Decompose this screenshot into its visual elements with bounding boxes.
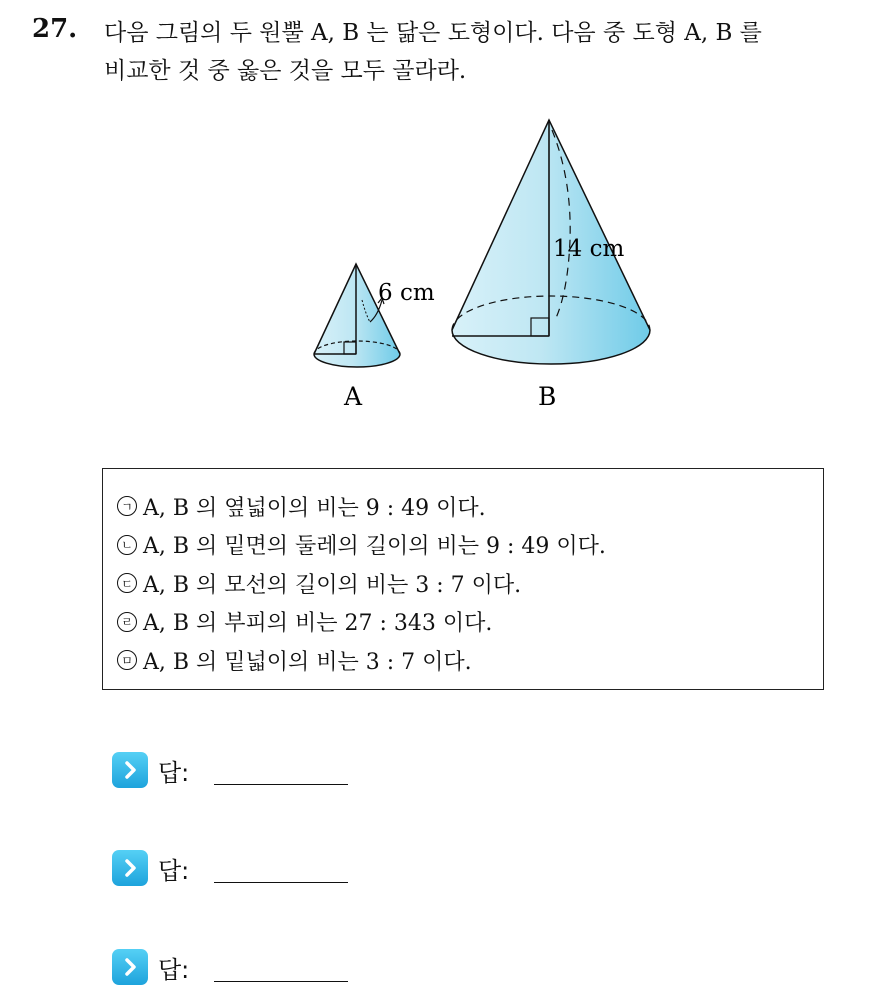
chevron-right-icon bbox=[112, 949, 148, 985]
cone-a-label: A bbox=[344, 382, 363, 411]
question-number: 27. bbox=[32, 14, 78, 44]
question-text-line-2: 비교한 것 중 옳은 것을 모두 골라라. bbox=[104, 58, 467, 84]
cones-diagram bbox=[300, 110, 680, 420]
answer-label: 답: bbox=[158, 955, 190, 984]
option-marker: ㄱ bbox=[117, 496, 137, 516]
answer-label: 답: bbox=[158, 758, 190, 787]
answer-blank-2[interactable] bbox=[214, 882, 348, 883]
option-text: A, B 의 옆넓이의 비는 9 : 49 이다. bbox=[143, 495, 486, 521]
options-box bbox=[102, 468, 824, 690]
option-marker: ㄹ bbox=[117, 612, 137, 632]
question-text bbox=[104, 14, 874, 90]
answer-row-2 bbox=[112, 848, 189, 888]
answer-blank-1[interactable] bbox=[214, 784, 348, 785]
cone-b-label: B bbox=[538, 382, 557, 411]
chevron-right-icon bbox=[112, 752, 148, 788]
option-text: A, B 의 밑면의 둘레의 길이의 비는 9 : 49 이다. bbox=[143, 534, 606, 560]
question-text-line-1: 다음 그림의 두 원뿔 A, B 는 닮은 도형이다. 다음 중 도형 A, B 를 bbox=[104, 20, 762, 46]
option-3 bbox=[117, 564, 606, 603]
option-marker: ㅁ bbox=[117, 650, 137, 670]
option-text: A, B 의 밑넓이의 비는 3 : 7 이다. bbox=[143, 649, 472, 675]
answer-row-1 bbox=[112, 750, 189, 790]
option-text: A, B 의 모선의 길이의 비는 3 : 7 이다. bbox=[143, 572, 522, 598]
cone-b bbox=[452, 120, 650, 411]
option-marker: ㄴ bbox=[117, 535, 137, 555]
option-1 bbox=[117, 487, 606, 526]
answer-row-3 bbox=[112, 947, 189, 987]
option-2 bbox=[117, 526, 606, 565]
answer-blank-3[interactable] bbox=[214, 981, 348, 982]
option-marker: ㄷ bbox=[117, 573, 137, 593]
cone-a bbox=[314, 264, 435, 411]
answer-label: 답: bbox=[158, 856, 190, 885]
cone-a-measure: 6 cm bbox=[378, 280, 435, 306]
option-4 bbox=[117, 603, 606, 642]
cone-b-measure: 14 cm bbox=[553, 236, 625, 262]
option-text: A, B 의 부피의 비는 27 : 343 이다. bbox=[143, 611, 493, 637]
option-5 bbox=[117, 641, 606, 680]
options-list bbox=[117, 487, 606, 680]
chevron-right-icon bbox=[112, 850, 148, 886]
cones-figure bbox=[300, 110, 680, 420]
